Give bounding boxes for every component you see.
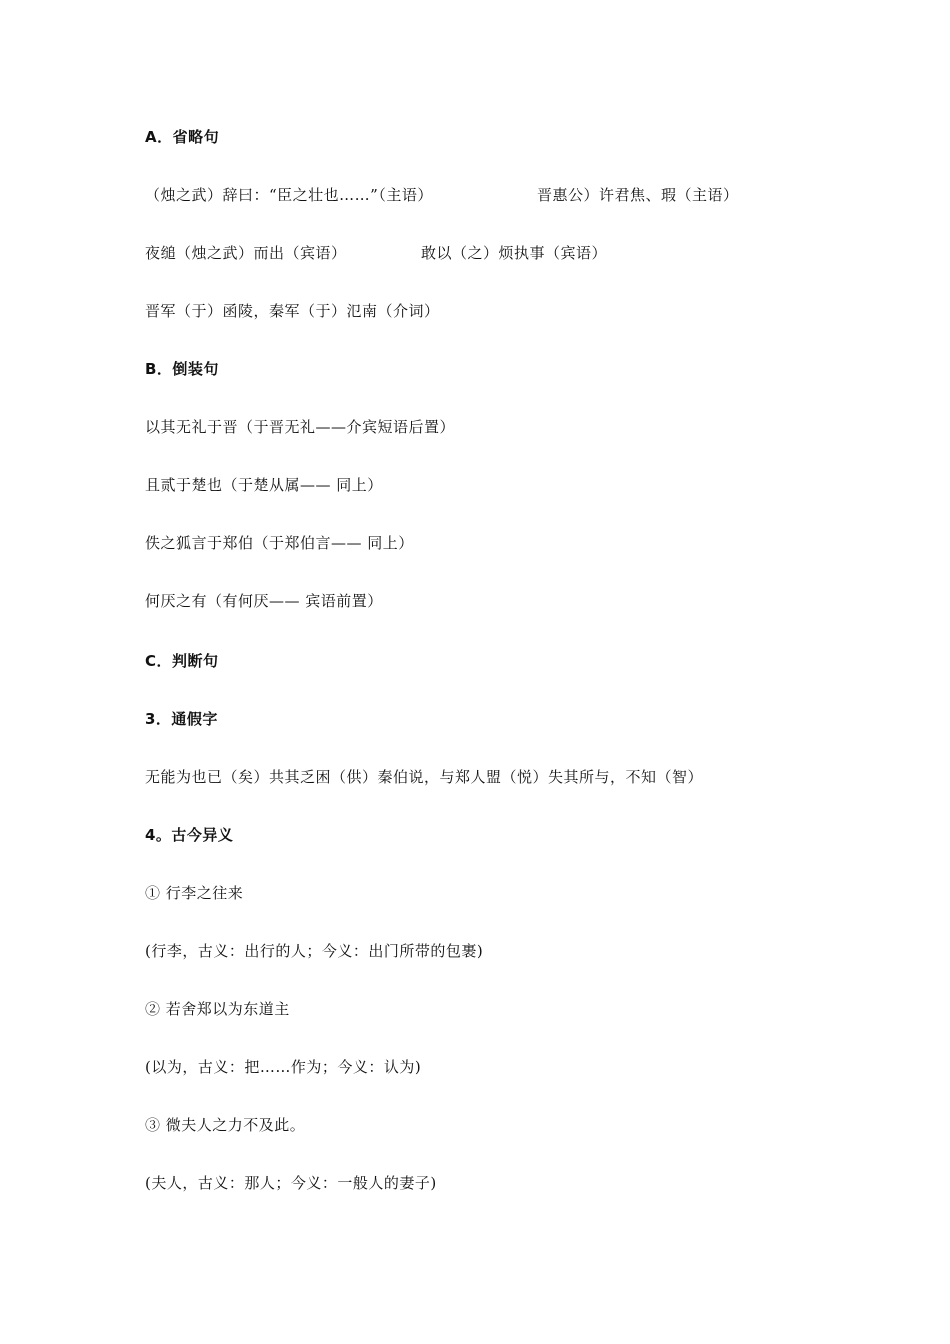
heading-tongjia: 3．通假字 (145, 710, 218, 728)
text-line-gujin-1-note: (行李，古义：出行的人；今义：出门所带的包裹) (145, 942, 484, 960)
text-line-tongjia: 无能为也已（矣）共其乏困（供）秦伯说，与郑人盟（悦）失其所与，不知（智） (145, 768, 704, 786)
text-line-gujin-3: ③ 微夫人之力不及此。 (145, 1116, 306, 1134)
heading-omission: A．省略句 (145, 128, 220, 146)
text-segment: 夜缒（烛之武）而出（宾语） (145, 244, 347, 262)
text-line-inversion-1: 以其无礼于晋（于晋无礼——介宾短语后置） (145, 418, 456, 436)
text-segment: 晋惠公）许君焦、瑕（主语） (537, 186, 739, 204)
text-segment: （烛之武）辞曰：“臣之壮也……”（主语） (145, 186, 433, 204)
text-line-gujin-2-note: (以为，古义：把……作为；今义：认为) (145, 1058, 422, 1076)
text-line-omission-2 (145, 242, 608, 264)
text-line-gujin-3-note: (夫人，古义：那人；今义：一般人的妻子) (145, 1174, 437, 1192)
text-line-gujin-2: ② 若舍郑以为东道主 (145, 1000, 290, 1018)
text-line-omission-3: 晋军（于）函陵，秦军（于）氾南（介词） (145, 302, 440, 320)
text-line-gujin-1: ① 行李之往来 (145, 884, 244, 902)
heading-judgment: C．判断句 (145, 652, 219, 670)
text-line-inversion-4: 何厌之有（有何厌—— 宾语前置） (145, 592, 383, 610)
text-line-inversion-3: 佚之狐言于郑伯（于郑伯言—— 同上） (145, 534, 414, 552)
heading-inversion: B．倒装句 (145, 360, 219, 378)
heading-gujin: 4。古今异义 (145, 826, 234, 844)
text-line-inversion-2: 且贰于楚也（于楚从属—— 同上） (145, 476, 383, 494)
text-line-omission-1 (145, 184, 739, 206)
text-segment: 敢以（之）烦执事（宾语） (421, 244, 608, 262)
